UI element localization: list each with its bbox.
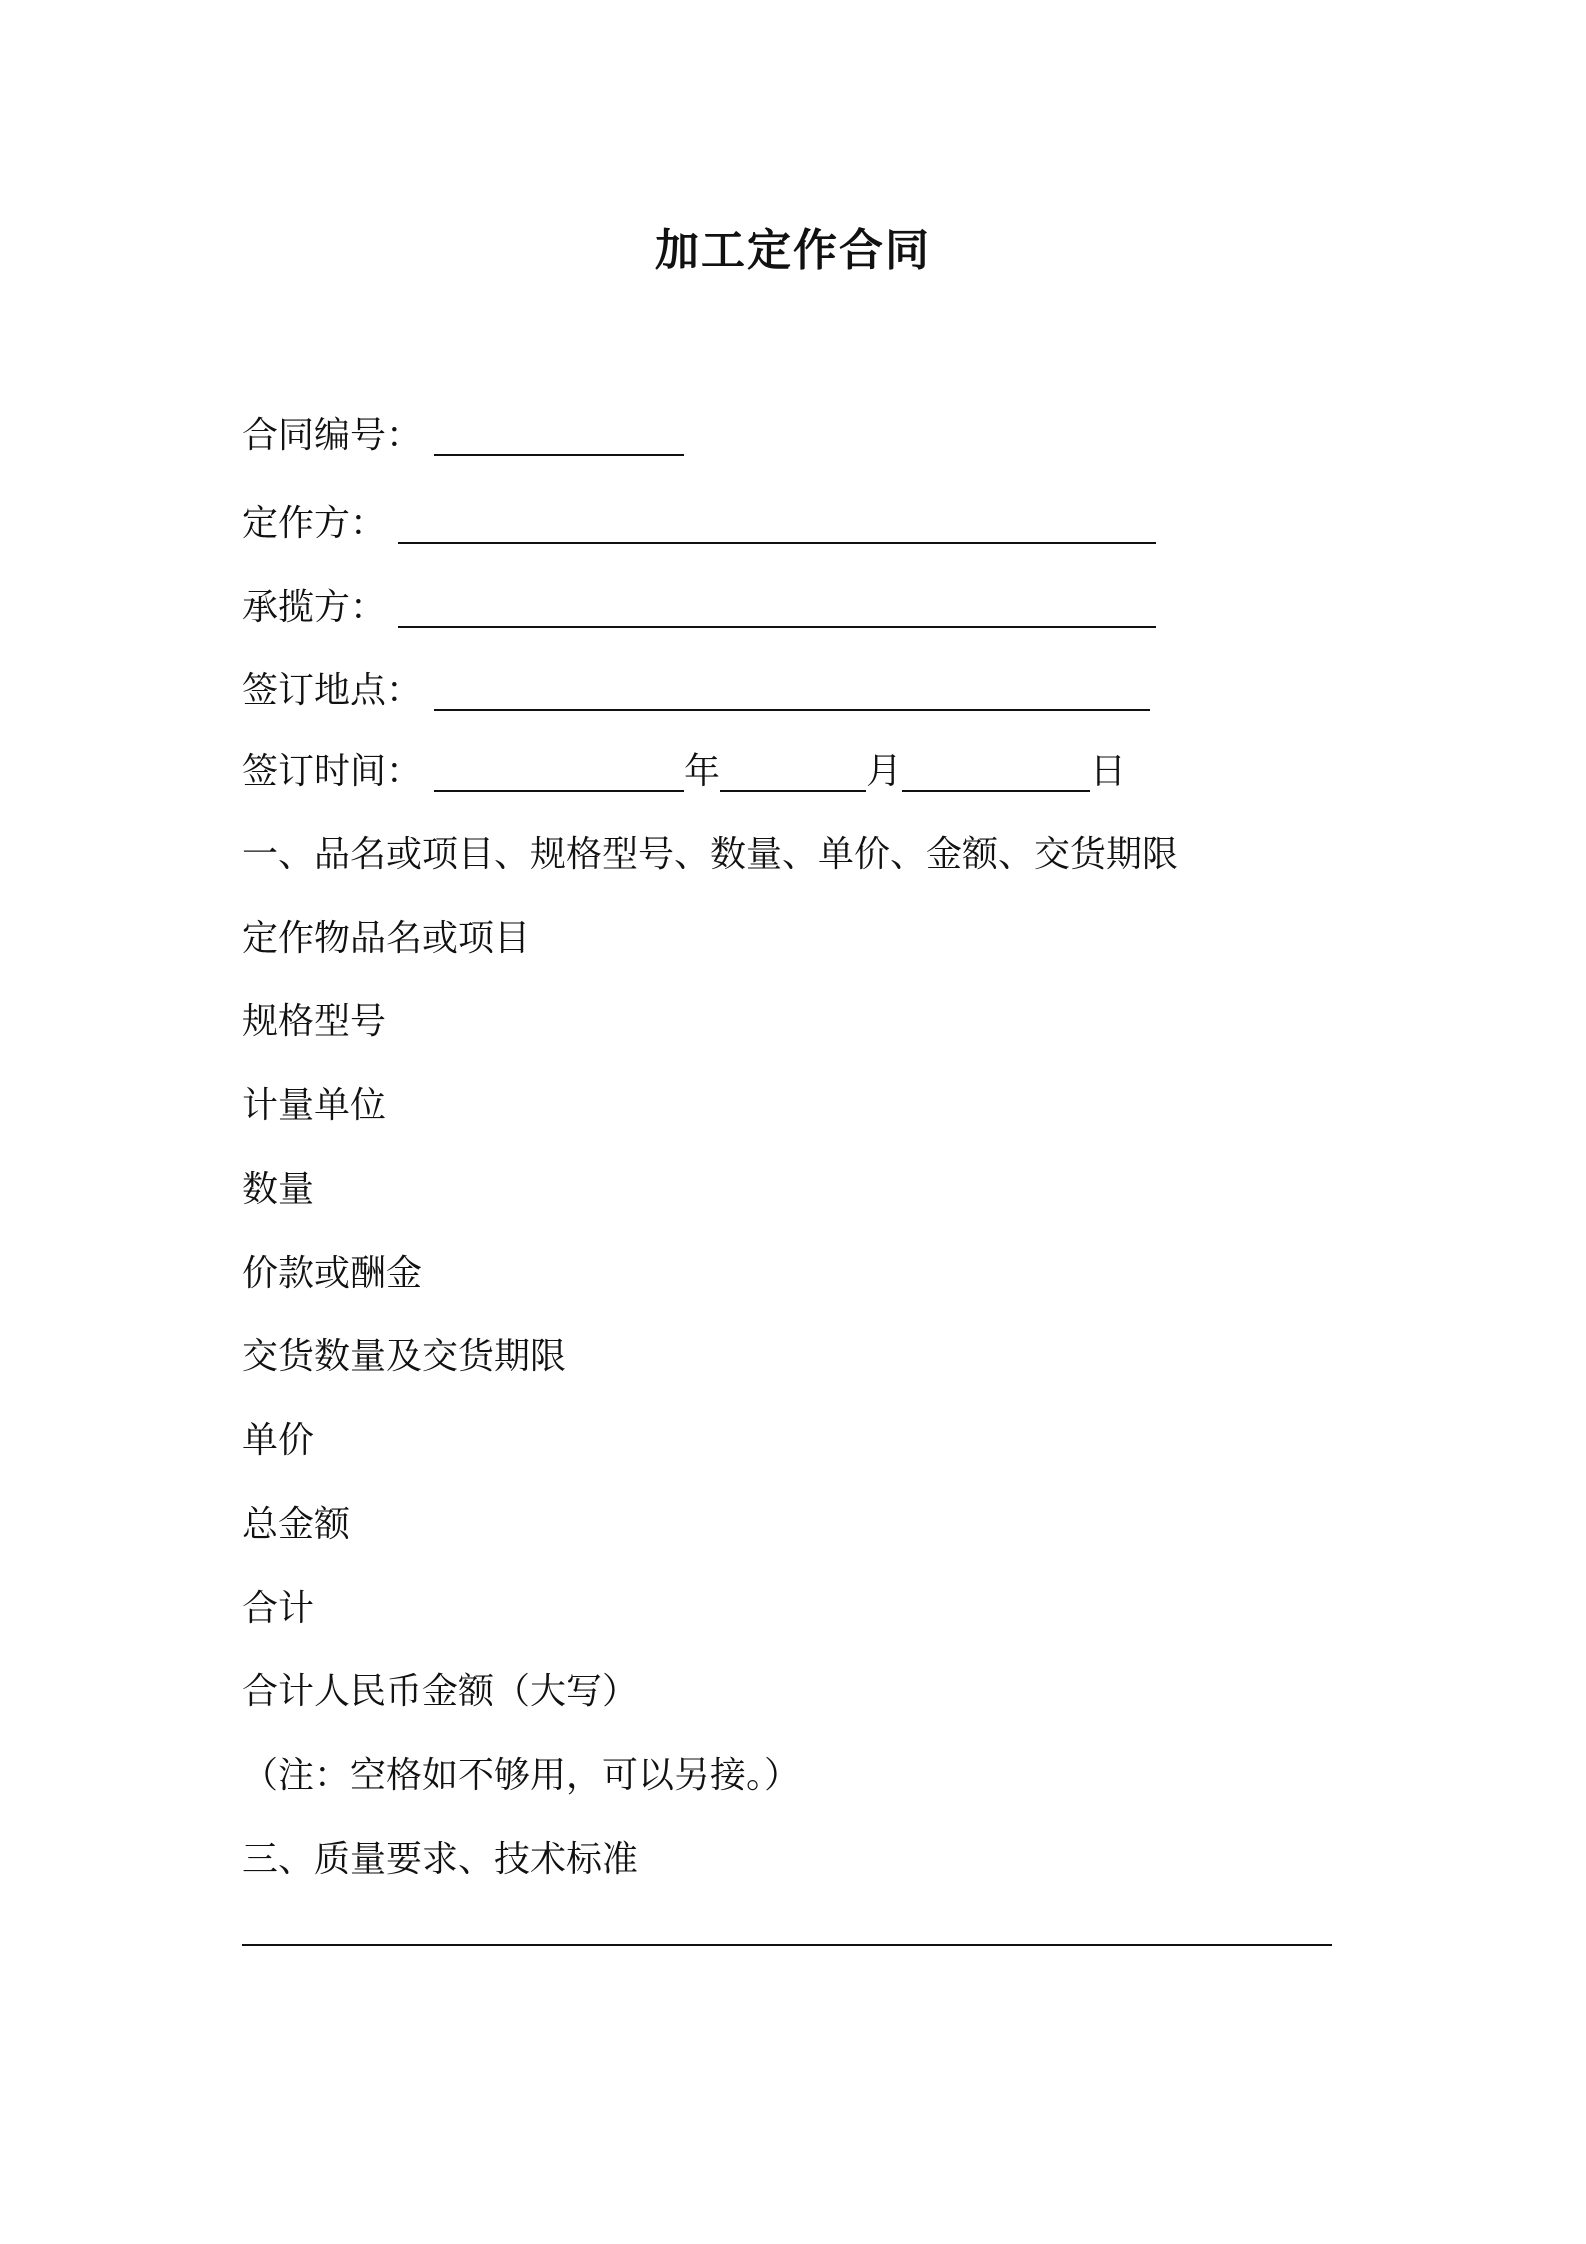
orderer-row (242, 500, 1156, 548)
item-row: 合计人民币金额（大写） (242, 1671, 639, 1712)
signing-place-blank[interactable] (434, 679, 1150, 711)
section1-heading: 一、品名或项目、规格型号、数量、单价、金额、交货期限 (242, 834, 1179, 875)
item-row: 定作物品名或项目 (242, 918, 531, 959)
item-row: 数量 (242, 1169, 315, 1210)
month-label: 月 (866, 751, 903, 792)
contract-number-row (242, 412, 684, 460)
section3-heading: 三、质量要求、技术标准 (242, 1839, 639, 1880)
signing-time-label: 签订时间： (242, 751, 423, 792)
contractor-label: 承揽方： (242, 587, 387, 628)
item-row: 单价 (242, 1420, 315, 1461)
item-row: 交货数量及交货期限 (242, 1336, 567, 1377)
day-blank[interactable] (902, 760, 1090, 792)
month-blank[interactable] (720, 760, 866, 792)
contractor-row (242, 584, 1156, 632)
item-row: 合计 (242, 1588, 315, 1629)
document-title: 加工定作合同 (655, 225, 931, 276)
orderer-blank[interactable] (398, 512, 1156, 544)
table-note: （注：空格如不够用，可以另接。） (242, 1755, 801, 1796)
contractor-blank[interactable] (398, 596, 1156, 628)
orderer-label: 定作方： (242, 503, 387, 544)
day-label: 日 (1090, 751, 1127, 792)
quality-standard-blank-line[interactable] (242, 1944, 1332, 1946)
signing-place-row (242, 667, 1150, 715)
year-blank[interactable] (434, 760, 684, 792)
item-row: 价款或酬金 (242, 1253, 423, 1294)
item-row: 规格型号 (242, 1001, 387, 1042)
signing-place-label: 签订地点： (242, 670, 423, 711)
signing-time-row (242, 748, 1126, 796)
year-label: 年 (684, 751, 721, 792)
item-row: 计量单位 (242, 1085, 387, 1126)
item-row: 总金额 (242, 1504, 351, 1545)
contract-number-label: 合同编号： (242, 415, 423, 456)
contract-number-blank[interactable] (434, 424, 684, 456)
